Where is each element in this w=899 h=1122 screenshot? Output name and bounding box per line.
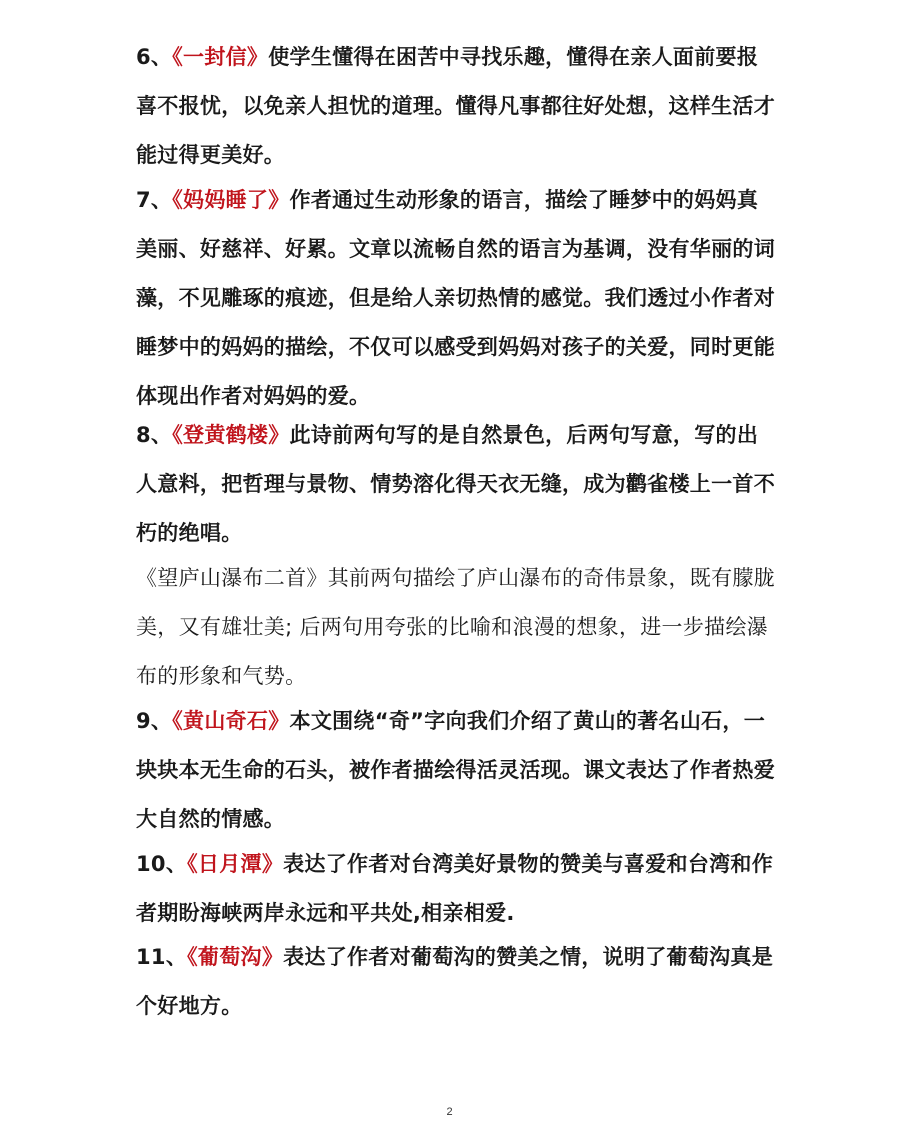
item-11: [136, 933, 776, 1031]
item-text: 表达了作者对葡萄沟的赞美之情，说明了葡萄沟真是个好地方。: [136, 945, 774, 1018]
item-9: [136, 697, 776, 844]
item-6: [136, 33, 776, 180]
item-number: 11、: [136, 945, 188, 969]
item-title: 《登黄鹤楼》: [172, 423, 290, 447]
item-text: 《望庐山瀑布二首》其前两句描绘了庐山瀑布的奇伟景象，既有朦胧美，又有雄壮美; 后两句用夸张的比喻和浪漫的想象，进一步描绘瀑布的形象和气势。: [136, 566, 775, 688]
item-text: 作者通过生动形象的语言，描绘了睡梦中的妈妈真美丽、好慈祥、好累。文章以流畅自然的语言为基调，没有华丽的词藻，不见雕琢的痕迹，但是给人亲切热情的感觉。我们透过小作者对睡梦中的妈妈的描绘，不仅可以感受到妈妈对孩子的关爱，同时更能体现出作者对妈妈的爱。: [136, 188, 775, 408]
item-text: 表达了作者对台湾美好景物的赞美与喜爱和台湾和作者期盼海峡两岸永远和平共处,相亲相爱.: [136, 852, 774, 925]
item-title: 《黄山奇石》: [172, 709, 290, 733]
item-number: 10、: [136, 852, 188, 876]
page-number: 2: [446, 1106, 453, 1118]
item-8-extra: [136, 554, 776, 701]
item-8: [136, 411, 776, 558]
item-text: 本文围绕“奇”字向我们介绍了黄山的著名山石，一块块本无生命的石头，被作者描绘得活灵活现。课文表达了作者热爱大自然的情感。: [136, 709, 775, 831]
item-text: 使学生懂得在困苦中寻找乐趣，懂得在亲人面前要报喜不报忧，以免亲人担忧的道理。懂得凡事都往好处想，这样生活才能过得更美好。: [136, 45, 775, 167]
item-number: 6、: [136, 45, 173, 69]
item-7: [136, 176, 776, 421]
item-title: 《妈妈睡了》: [172, 188, 290, 212]
item-title: 《日月潭》: [187, 852, 284, 876]
item-number: 9、: [136, 709, 173, 733]
item-number: 8、: [136, 423, 173, 447]
item-number: 7、: [136, 188, 173, 212]
item-10: [136, 840, 776, 938]
item-text: 此诗前两句写的是自然景色，后两句写意，写的出人意料，把哲理与景物、情势溶化得天衣无缝，成为鹳雀楼上一首不朽的绝唱。: [136, 423, 775, 545]
item-title: 《葡萄沟》: [187, 945, 284, 969]
item-title: 《一封信》: [172, 45, 269, 69]
